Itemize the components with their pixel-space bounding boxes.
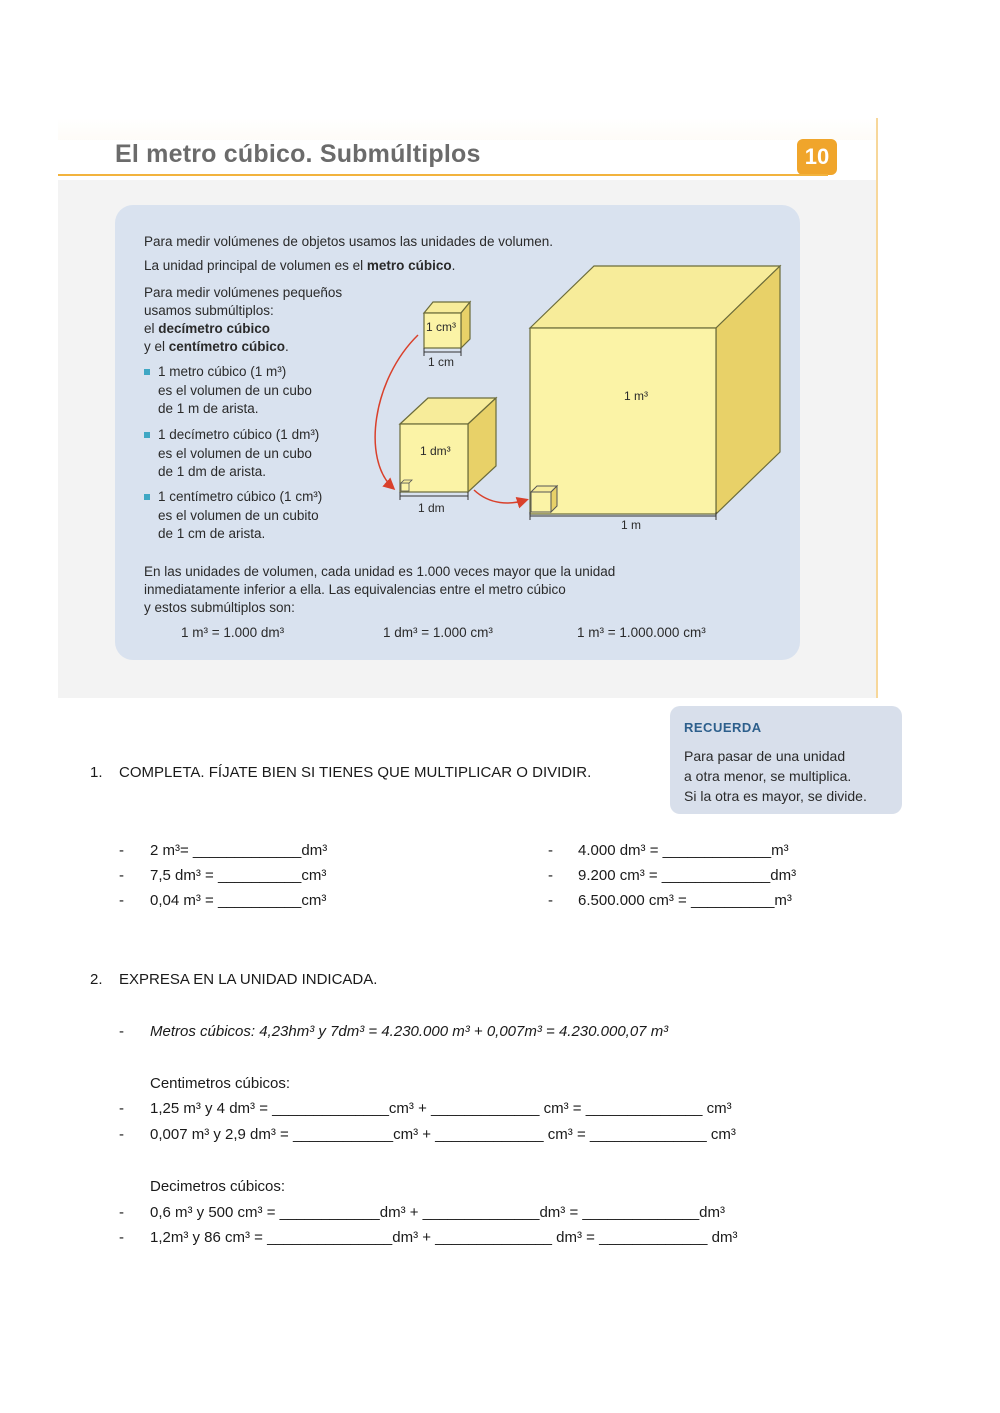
bullet-1-line-3: de 1 m de arista. — [158, 401, 259, 416]
submultiples-line-4-end: . — [285, 339, 289, 354]
arrow-to-large — [474, 490, 526, 503]
equivalence-m3-cm3: 1 m³ = 1.000.000 cm³ — [577, 625, 706, 640]
intro-line-1: Para medir volúmenes de objetos usamos las unidades de volumen. — [144, 234, 553, 249]
cubic-meter-cube — [530, 266, 780, 514]
large-cube-edge-label: 1 m — [621, 518, 642, 532]
exercise-2-cm-item[interactable]: 1,25 m³ y 4 dm³ = ______________cm³ + _____________ cm³ = ______________ cm³ — [150, 1100, 732, 1117]
equivalence-dm3-cm3: 1 dm³ = 1.000 cm³ — [383, 625, 493, 640]
recuerda-title: RECUERDA — [684, 720, 762, 735]
large-cube-face-label: 1 m³ — [624, 389, 648, 403]
bullet-1-line-2: es el volumen de un cubo — [158, 382, 312, 398]
exercise-1-title: COMPLETA. FÍJATE BIEN SI TIENES QUE MULTIPLICAR O DIVIDIR. — [119, 764, 592, 781]
list-dash: - — [119, 867, 124, 884]
list-dash: - — [119, 1126, 124, 1143]
bullet-2-line-2: es el volumen de un cubo — [158, 445, 312, 461]
recuerda-line-1: Para pasar de una unidad — [684, 748, 846, 764]
unit-number-badge: 10 — [797, 139, 837, 175]
submultiples-line-3-bold: decímetro cúbico — [158, 321, 271, 336]
exercise-2-example: Metros cúbicos: 4,23hm³ y 7dm³ = 4.230.000 m³ + 0,007m³ = 4.230.000,07 m³ — [150, 1023, 669, 1040]
exercise-1-item[interactable]: 9.200 cm³ = _____________dm³ — [578, 867, 797, 884]
bullet-3-line-3: de 1 cm de arista. — [158, 526, 266, 541]
cm-heading: Centimetros cúbicos: — [150, 1075, 291, 1092]
medium-cube-face-label: 1 dm³ — [420, 444, 451, 458]
submultiples-line-4-text: y el — [144, 339, 169, 354]
list-dash: - — [119, 892, 124, 909]
equivalence-m3-dm3: 1 m³ = 1.000 dm³ — [181, 625, 285, 640]
list-dash: - — [548, 842, 553, 859]
exercise-2-title: EXPRESA EN LA UNIDAD INDICADA. — [119, 971, 378, 988]
exercise-2-cm-item[interactable]: 0,007 m³ y 2,9 dm³ = ____________cm³ + _____________ cm³ = ______________ cm³ — [150, 1126, 736, 1143]
bullet-2-line-3: de 1 dm de arista. — [158, 464, 267, 479]
submultiples-line-3-text: el — [144, 321, 159, 336]
submultiples-line-1: Para medir volúmenes pequeños — [144, 285, 343, 300]
list-dash: - — [119, 1023, 124, 1040]
exercise-1-item[interactable]: 6.500.000 cm³ = __________m³ — [578, 892, 792, 909]
medium-cube-edge-label: 1 dm — [418, 501, 445, 515]
bullet-2-text-1: 1 decímetro cúbico (1 dm³) — [158, 427, 320, 442]
exercise-2-number: 2. — [90, 971, 103, 988]
intro-line-2-bold: metro cúbico — [366, 258, 452, 273]
list-dash: - — [119, 1204, 124, 1221]
exercise-1-item[interactable]: 0,04 m³ = __________cm³ — [150, 892, 327, 909]
submultiples-line-2: usamos submúltiplos: — [144, 303, 274, 318]
tiny-cube-in-large — [531, 486, 557, 512]
exercise-1-item[interactable]: 2 m³= _____________dm³ — [150, 842, 328, 859]
submultiples-line-4-bold: centímetro cúbico — [168, 339, 286, 354]
recuerda-line-3: Si la otra es mayor, se divide. — [684, 788, 867, 804]
cubes-illustration — [0, 0, 1000, 700]
exercise-1-number: 1. — [90, 764, 103, 781]
intro-line-2-end: . — [451, 258, 456, 273]
recuerda-text — [684, 746, 867, 806]
exercise-2-dm-item[interactable]: 0,6 m³ y 500 cm³ = ____________dm³ + ______________dm³ = ______________dm³ — [150, 1204, 726, 1221]
bullet-1-text-1: 1 metro cúbico (1 m³) — [158, 364, 287, 379]
exercise-1-item[interactable]: 4.000 dm³ = _____________m³ — [578, 842, 789, 859]
panel-footer-line-3: y estos submúltiplos son: — [144, 600, 295, 615]
exercise-2-dm-item[interactable]: 1,2m³ y 86 cm³ = _______________dm³ + ______________ dm³ = _____________ dm³ — [150, 1229, 738, 1246]
page-title: El metro cúbico. Submúltiplos — [115, 140, 481, 168]
recuerda-line-2: a otra menor, se multiplica. — [684, 768, 852, 784]
bullet-3-line-2: es el volumen de un cubito — [158, 507, 319, 523]
panel-footer-line-1: En las unidades de volumen, cada unidad es 1.000 veces mayor que la unidad — [144, 564, 616, 579]
list-dash: - — [119, 842, 124, 859]
list-dash: - — [548, 892, 553, 909]
list-dash: - — [119, 1100, 124, 1117]
intro-line-2-text: La unidad principal de volumen es el — [144, 258, 367, 273]
dm-heading: Decimetros cúbicos: — [150, 1178, 286, 1195]
exercise-1-item[interactable]: 7,5 dm³ = __________cm³ — [150, 867, 327, 884]
small-cube-face-label: 1 cm³ — [426, 320, 456, 334]
panel-footer-line-2: inmediatamente inferior a ella. Las equivalencias entre el metro cúbico — [144, 582, 566, 597]
bullet-3-text-1: 1 centímetro cúbico (1 cm³) — [158, 489, 323, 504]
small-cube-edge-label: 1 cm — [428, 355, 455, 369]
list-dash: - — [548, 867, 553, 884]
list-dash: - — [119, 1229, 124, 1246]
